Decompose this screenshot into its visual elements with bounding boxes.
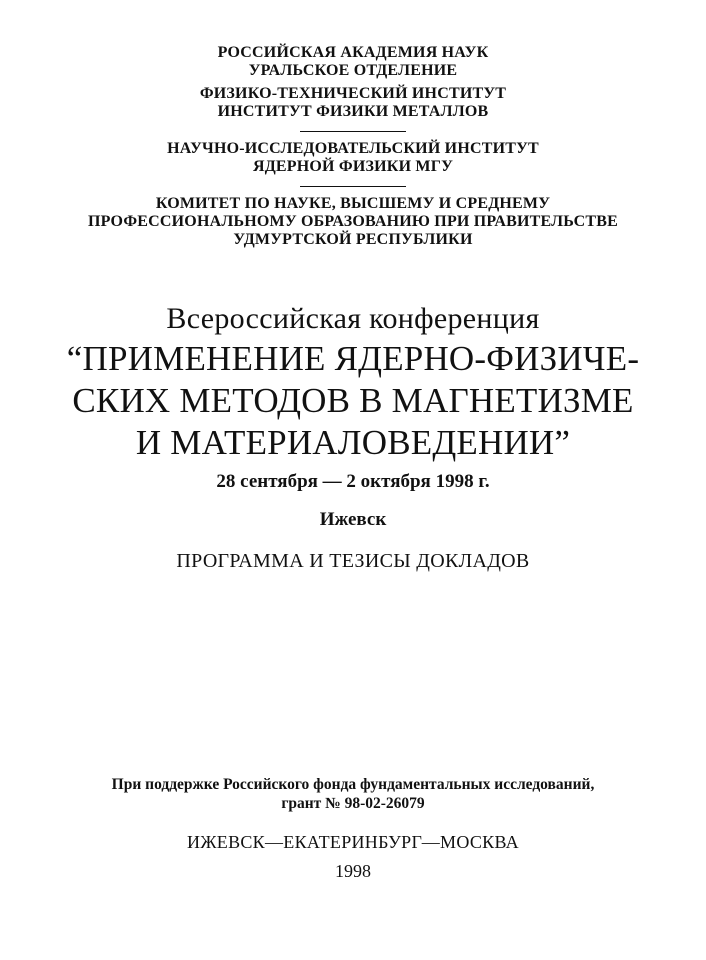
conference-title-line: СКИХ МЕТОДОВ В МАГНЕТИЗМЕ [72, 381, 634, 420]
publication-year: 1998 [335, 861, 371, 881]
funding-line: При поддержке Российского фонда фундаментальных исследований, [111, 776, 595, 793]
org-line: УДМУРТСКОЙ РЕСПУБЛИКИ [233, 231, 473, 248]
document-subtitle: ПРОГРАММА И ТЕЗИСЫ ДОКЛАДОВ [176, 550, 530, 572]
conference-type: Всероссийская конференция [166, 302, 540, 335]
org-line: НАУЧНО-ИССЛЕДОВАТЕЛЬСКИЙ ИНСТИТУТ [167, 140, 539, 157]
org-line: ФИЗИКО-ТЕХНИЧЕСКИЙ ИНСТИТУТ [199, 85, 507, 102]
org-physics-institutes [0, 85, 706, 121]
org-line: КОМИТЕТ ПО НАУКЕ, ВЫСШЕМУ И СРЕДНЕМУ [155, 195, 551, 212]
org-line: РОССИЙСКАЯ АКАДЕМИЯ НАУК [217, 44, 489, 61]
conference-title-line: И МАТЕРИАЛОВЕДЕНИИ” [135, 423, 571, 462]
org-line: ПРОФЕССИОНАЛЬНОМУ ОБРАЗОВАНИЮ ПРИ ПРАВИТЕЛЬСТВЕ [87, 213, 619, 230]
publisher-cities: ИЖЕВСК—ЕКАТЕРИНБУРГ—МОСКВА [187, 832, 519, 852]
org-nuclear-physics-msu [0, 140, 706, 176]
funding-note [0, 775, 706, 813]
conference-title [0, 338, 706, 464]
org-ras-ural-branch [0, 44, 706, 80]
org-line: ЯДЕРНОЙ ФИЗИКИ МГУ [252, 158, 454, 175]
conference-title-line: “ПРИМЕНЕНИЕ ЯДЕРНО-ФИЗИЧЕ- [66, 339, 640, 378]
conference-dates: 28 сентября — 2 октября 1998 г. [216, 471, 490, 492]
conference-city: Ижевск [319, 509, 387, 530]
org-udmurt-committee [0, 195, 706, 249]
separator-rule [300, 186, 406, 187]
funding-line: грант № 98-02-26079 [281, 795, 425, 812]
org-line: УРАЛЬСКОЕ ОТДЕЛЕНИЕ [248, 62, 458, 79]
separator-rule [300, 131, 406, 132]
org-line: ИНСТИТУТ ФИЗИКИ МЕТАЛЛОВ [217, 103, 489, 120]
